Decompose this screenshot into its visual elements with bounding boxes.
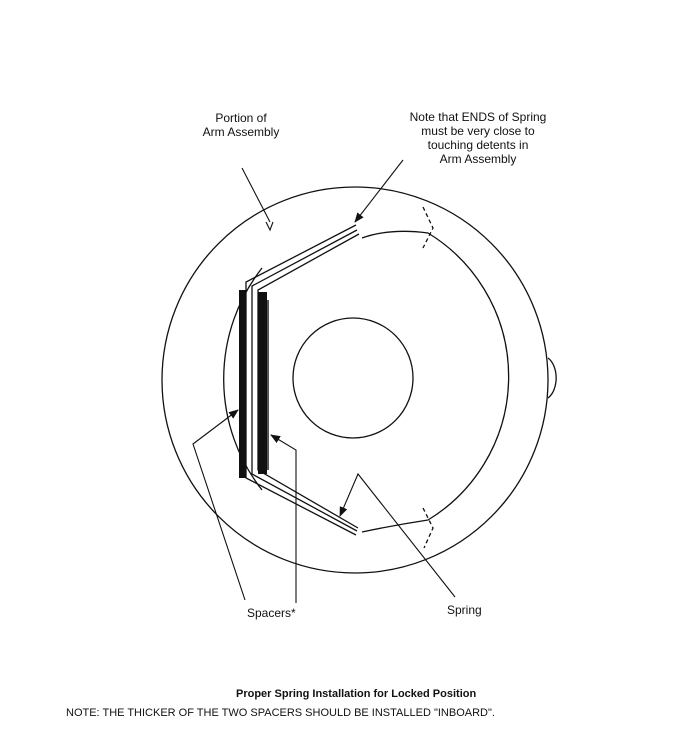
caption-title: Proper Spring Installation for Locked Position (236, 688, 477, 700)
hub-outline (362, 231, 509, 532)
spacers-leader-b (271, 435, 296, 603)
caption-note: NOTE: THE THICKER OF THE TWO SPACERS SHOULD BE INSTALLED "INBOARD". (66, 707, 495, 719)
spacer-inboard-lip (267, 300, 269, 470)
spring-label: Spring (447, 603, 482, 617)
arm-assembly-outer-circle (162, 187, 548, 573)
spring-leader-a (340, 474, 455, 597)
spacer-outboard (239, 290, 246, 478)
spacers-label: Spacers* (247, 606, 296, 620)
lower-detent (423, 508, 433, 548)
portion-label-line2: Arm Assembly (202, 125, 280, 139)
portion-leader-tick (266, 222, 273, 230)
arm-assembly-tab (548, 358, 556, 398)
spacer-inboard (258, 292, 267, 474)
note-label-line4: Arm Assembly (439, 152, 517, 166)
portion-label-line1: Portion of (215, 111, 267, 125)
upper-detent (423, 207, 433, 248)
note-label-line1: Note that ENDS of Spring (409, 110, 547, 124)
note-label (388, 110, 568, 166)
spacers-leader-a (193, 410, 245, 600)
note-label-line2: must be very close to (421, 124, 535, 138)
center-bore (293, 318, 413, 438)
portion-label (186, 111, 296, 139)
spring-inner (258, 234, 359, 528)
note-label-line3: touching detents in (427, 138, 529, 152)
